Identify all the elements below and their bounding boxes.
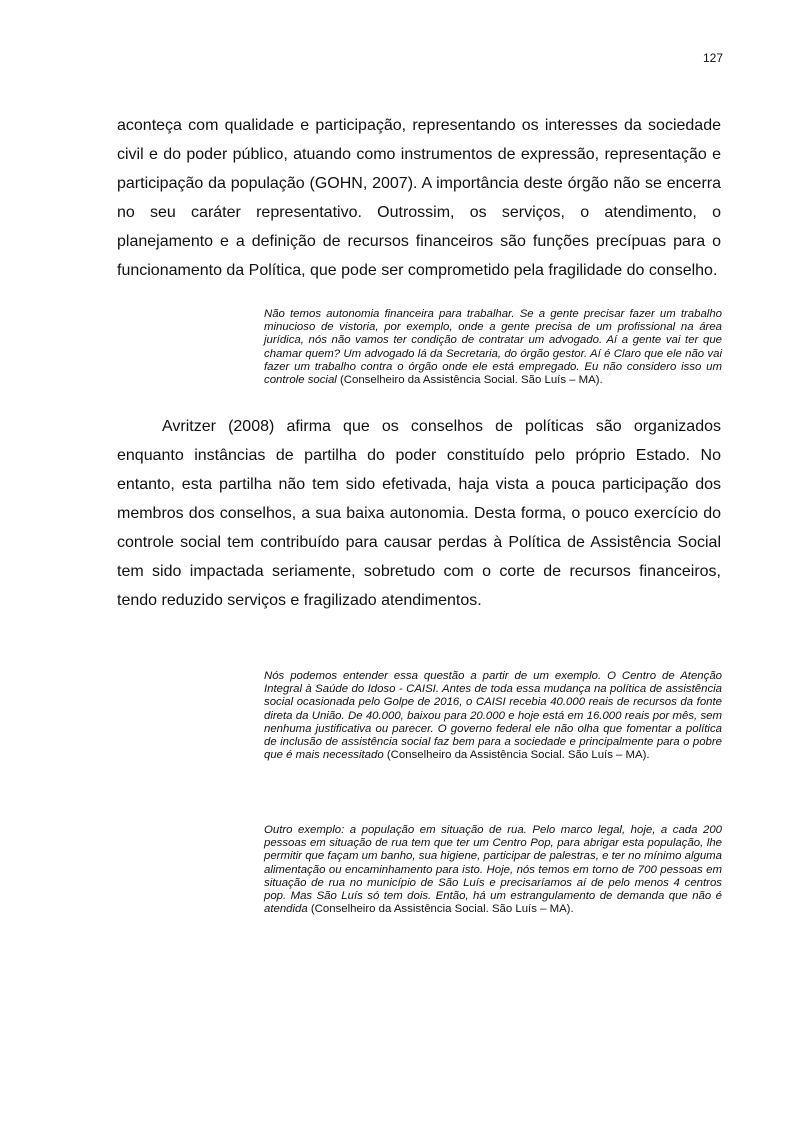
quote-source: (Conselheiro da Assistência Social. São Luís – MA). (383, 749, 650, 762)
quote-source: (Conselheiro da Assistência Social. São Luís – MA). (336, 374, 603, 387)
block-quote (264, 824, 722, 916)
quote-source: (Conselheiro da Assistência Social. São Luís – MA). (307, 903, 574, 916)
page-number: 127 (702, 51, 723, 65)
quote-text: Nós podemos entender essa questão a partir de um exemplo. O Centro de Atenção Integral à Saúde do Idoso - CAISI. Antes de toda essa mudança na política de assistência social ocasionada pelo Golpe de 2016, o CAISI recebia 40.000 reais de recursos da fonte direta da União. De 40.000, baixou para 20.000 e hoje está em 16.000 reais por mês, sem nenhuma justificativa ou parecer. O governo federal ele não olha que fomentar a política de inclusão de assistência social faz bem para a sociedade e principalmente para o pobre que é mais necessitado (264, 670, 722, 762)
block-quote (264, 308, 722, 387)
body-paragraph: Avritzer (2008) afirma que os conselhos de políticas são organizados enquanto instâncias de partilha do poder constituído pelo próprio Estado. No entanto, esta partilha não tem sido efetivada, haja vista a pouca participação dos membros dos conselhos, a sua baixa autonomia. Desta forma, o pouco exercício do controle social tem contribuído para causar perdas à Política de Assistência Social tem sido impactada seriamente, sobretudo com o corte de recursos financeiros, tendo reduzido serviços e fragilizado atendimentos. (117, 418, 721, 609)
block-quote (264, 670, 722, 762)
body-paragraph: aconteça com qualidade e participação, representando os interesses da sociedade civil e do poder público, atuando como instrumentos de expressão, representação e participação da população (GOHN, 2007). A importância deste órgão não se encerra no seu caráter representativo. Outrossim, os serviços, o atendimento, o planejamento e a definição de recursos financeiros são funções precípuas para o funcionamento da Política, que pode ser comprometido pela fragilidade do conselho. (117, 117, 721, 279)
quote-text: Outro exemplo: a população em situação de rua. Pelo marco legal, hoje, a cada 200 pessoas em situação de rua tem que ter um Centro Pop, para abrigar esta população, lhe permitir que façam um banho, sua higiene, participar de palestras, e ter no mínimo alguma alimentação ou encaminhamento para isto. Hoje, nós temos em torno de 700 pessoas em situação de rua no município de São Luís e precisaríamos aí de pelo menos 4 centros pop. Mas São Luís só tem dois. Então, há um estrangulamento de demanda que não é atendida (264, 824, 722, 916)
quote-text: Não temos autonomia financeira para trabalhar. Se a gente precisar fazer um trabalho minucioso de vistoria, por exemplo, onde a gente precisa de um profissional na área jurídica, nós não vamos ter condição de contratar um advogado. Aí a gente vai ter que chamar quem? Um advogado lá da Secretaria, do órgão gestor. Aí é Claro que ele não vai fazer um trabalho contra o órgão onde ele está empregado. Eu não considero isso um controle social (264, 308, 722, 387)
